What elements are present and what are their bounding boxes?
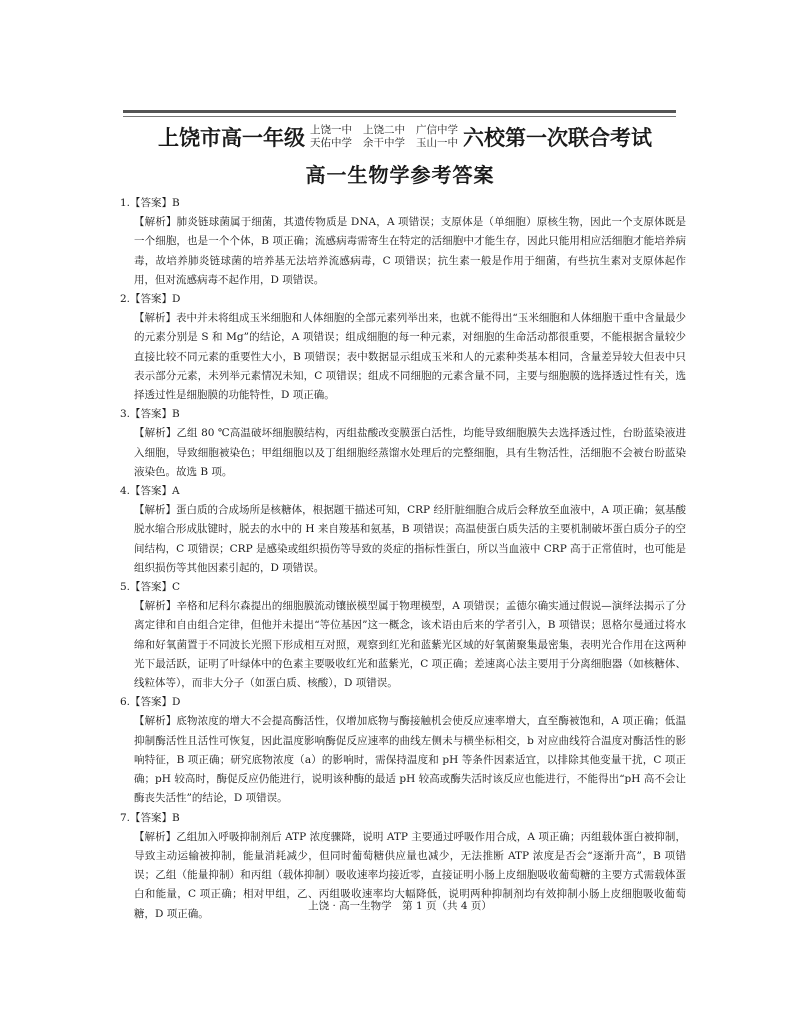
header-prefix: 上饶市高一年级 [158,125,305,150]
answer-line: 7.【答案】B [120,811,180,824]
question-item [120,482,686,578]
school-list [310,124,458,150]
answer-line: 3.【答案】B [120,408,180,421]
school-name: 广信中学 [416,124,458,136]
explanation-text: 【解析】底物浓度的增大不会提高酶活性，仅增加底物与酶接触机会使反应速率增大，直至酶被饱和，A 项正确；低温抑制酶活性且活性可恢复，因此温度影响酶促反应速率的曲线左侧未与横坐标相交，b 对应曲线符合温度对酶活性的影响特征，B 项正确；研究底物浓度（a）的影响时，需保持温度和 pH 等条件因素适宜，以排除其他变量干扰，C 项正确；pH 较高时，酶促反应仍能进行，说明该种酶的最适 pH 较高或酶失活时该反应也能进行，不能得出“pH 高不会让酶丧失活性”的结论，D 项错误。 [134,715,686,805]
answer-line: 5.【答案】C [120,581,181,594]
header-rule-thin [123,116,676,117]
school-name: 余干中学 [363,137,405,149]
header-suffix: 六校第一次联合考试 [463,125,652,150]
exam-header [158,121,652,153]
answer-list [120,194,686,924]
answer-line: 4.【答案】A [120,485,180,498]
answer-line: 6.【答案】D [120,696,181,709]
school-row-2 [310,137,458,150]
explanation-text: 【解析】表中并未将组成玉米细胞和人体细胞的全部元素列举出来，也就不能得出“玉米细胞和人体细胞干重中含量最少的元素分别是 S 和 Mg”的结论，A 项错误；组成细胞的每一种元素，对细胞的生命活动都很重要，不能根据含量较少直接比较不同元素的重要性大小，B 项错误；表中数据显示组成玉米和人的元素种类基本相同，含量差异较大但表中只表示部分元素，未列举元素情况未知，C 项错误；组成不同细胞的元素含量不同，主要与细胞膜的选择透过性有关，选择透过性是细胞膜的功能特性，D 项正确。 [134,312,686,402]
explanation-text: 【解析】肺炎链球菌属于细菌，其遗传物质是 DNA，A 项错误；支原体是（单细胞）原核生物，因此一个支原体既是一个细胞，也是一个个体，B 项正确；流感病毒需寄生在特定的活细胞中才能生存，因此只能用相应活细胞才能培养病毒，故培养肺炎链球菌的培养基无法培养流感病毒，C 项错误；抗生素一般是作用于细菌，有些抗生素对支原体起作用，但对流感病毒不起作用，D 项错误。 [134,216,686,286]
question-item [120,578,686,693]
school-name: 玉山一中 [416,137,458,149]
question-item [120,405,686,482]
header-rule-thick [123,110,676,113]
question-item [120,693,686,808]
answer-line: 1.【答案】B [120,197,180,209]
school-name: 上饶二中 [363,124,405,136]
question-item [120,290,686,405]
explanation-text: 【解析】辛格和尼科尔森提出的细胞膜流动镶嵌模型属于物理模型，A 项错误；孟德尔确实通过假说—演绎法揭示了分离定律和自由组合定律，但他并未提出“等位基因”这一概念，该术语由后来的学者引入，B 项错误；恩格尔曼通过将水绵和好氧菌置于不同波长光照下形成相互对照，观察到红光和蓝紫光区域的好氧菌聚集最密集，表明光合作用在这两种光下最活跃，证明了叶绿体中的色素主要吸收红光和蓝紫光，C 项正确；差速离心法主要用于分离细胞器（如核糖体、线粒体等），而非大分子（如蛋白质、核酸），D 项错误。 [134,600,686,690]
page-title: 高一生物学参考答案 [305,163,495,187]
school-name: 天佑中学 [310,137,352,149]
school-row-1 [310,124,458,137]
explanation-text: 【解析】乙组 80 ℃高温破坏细胞膜结构，丙组盐酸改变膜蛋白活性，均能导致细胞膜失去选择透过性，台盼蓝染液进入细胞，导致细胞被染色；甲组细胞以及丁组细胞经蒸馏水处理后的完整细胞，具有生物活性，活细胞不会被台盼蓝染液染色。故选 B 项。 [134,427,686,478]
page-footer: 上饶 · 高一生物学 第 1 页（共 4 页） [308,900,492,912]
explanation-text: 【解析】乙组加入呼吸抑制剂后 ATP 浓度骤降，说明 ATP 主要通过呼吸作用合成，A 项正确；丙组载体蛋白被抑制，导致主动运输被抑制，能量消耗减少，但同时葡萄糖供应量也减少，无法推断 ATP 浓度是否会“逐渐升高”，B 项错误；乙组（能量抑制）和丙组（载体抑制）吸收速率均接近零，直接证明小肠上皮细胞吸收葡萄糖的主要方式需载体蛋白和能量，C 项正确；相对甲组，乙、丙组吸收速率均大幅降低，说明两种抑制剂均有效抑制小肠上皮细胞吸收葡萄糖，D 项正确。 [134,830,686,920]
school-name: 上饶一中 [310,124,352,136]
question-item [120,194,686,290]
answer-line: 2.【答案】D [120,293,181,306]
explanation-text: 【解析】蛋白质的合成场所是核糖体，根据题干描述可知，CRP 经肝脏细胞合成后会释放至血液中，A 项正确；氨基酸脱水缩合形成肽键时，脱去的水中的 H 来自羧基和氨基，B 项错误；高温使蛋白质失活的主要机制破坏蛋白质分子的空间结构，C 项错误；CRP 是感染或组织损伤等导致的炎症的指标性蛋白，所以当血液中 CRP 高于正常值时，也可能是组织损伤等其他因素引起的，D 项错误。 [134,504,686,574]
